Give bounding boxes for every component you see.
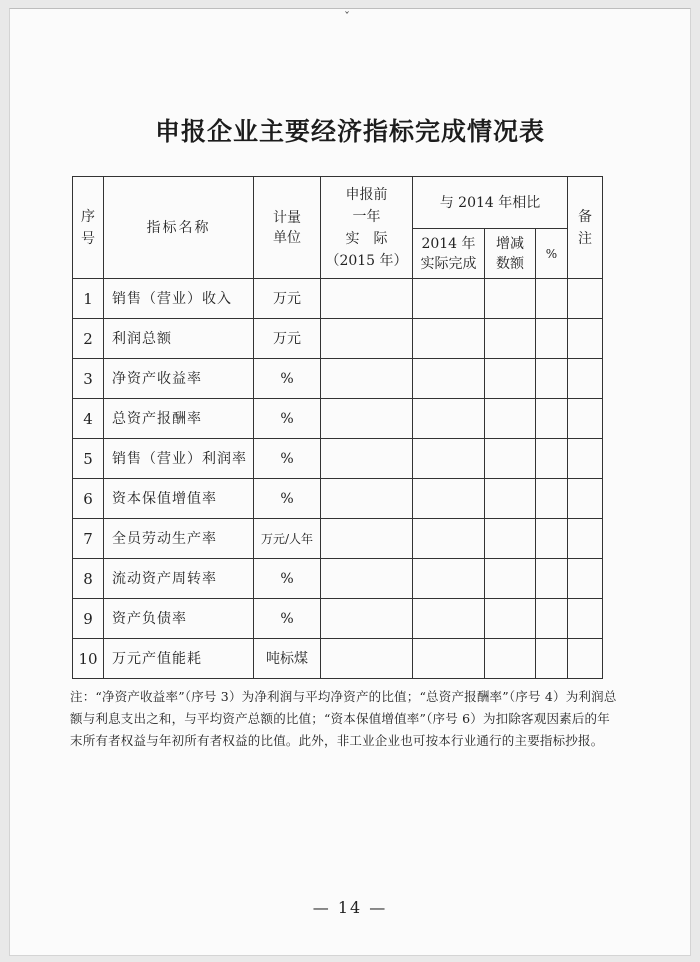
- row-seq: 5: [73, 439, 104, 479]
- cell-percent: [536, 639, 568, 679]
- row-seq: 9: [73, 599, 104, 639]
- cell-remark: [568, 439, 603, 479]
- row-indicator-name: 销售（营业）收入: [104, 279, 254, 319]
- cell-change-amount: [485, 479, 536, 519]
- cell-percent: [536, 559, 568, 599]
- cell-2014-actual: [413, 279, 485, 319]
- row-seq: 10: [73, 639, 104, 679]
- cell-remark: [568, 359, 603, 399]
- page-number: — 14 —: [312, 898, 388, 917]
- table-row: [73, 559, 603, 599]
- cell-percent: [536, 359, 568, 399]
- table-row: [73, 279, 603, 319]
- cell-2014-actual: [413, 359, 485, 399]
- cell-remark: [568, 319, 603, 359]
- table-row: [73, 399, 603, 439]
- row-unit: %: [254, 599, 321, 639]
- cell-remark: [568, 399, 603, 439]
- cell-prev-year-actual: [321, 519, 413, 559]
- row-unit: %: [254, 559, 321, 599]
- cell-prev-year-actual: [321, 599, 413, 639]
- header-percent: %: [536, 229, 568, 279]
- header-indicator-name: 指标名称: [104, 177, 254, 279]
- cell-percent: [536, 439, 568, 479]
- header-change-amount: 增减 数额: [485, 229, 536, 279]
- table-row: [73, 479, 603, 519]
- row-unit: 吨标煤: [254, 639, 321, 679]
- cell-change-amount: [485, 319, 536, 359]
- cell-prev-year-actual: [321, 559, 413, 599]
- row-seq: 2: [73, 319, 104, 359]
- header-2014-actual: 2014 年 实际完成: [413, 229, 485, 279]
- cell-prev-year-actual: [321, 399, 413, 439]
- cell-percent: [536, 279, 568, 319]
- cell-change-amount: [485, 639, 536, 679]
- row-unit: %: [254, 399, 321, 439]
- cell-percent: [536, 399, 568, 439]
- row-seq: 8: [73, 559, 104, 599]
- row-unit: %: [254, 439, 321, 479]
- row-indicator-name: 净资产收益率: [104, 359, 254, 399]
- cell-2014-actual: [413, 399, 485, 439]
- row-indicator-name: 全员劳动生产率: [104, 519, 254, 559]
- table-row: [73, 639, 603, 679]
- cell-2014-actual: [413, 599, 485, 639]
- cell-prev-year-actual: [321, 359, 413, 399]
- cell-change-amount: [485, 399, 536, 439]
- row-unit: %: [254, 359, 321, 399]
- cell-percent: [536, 519, 568, 559]
- cell-percent: [536, 479, 568, 519]
- table-row: [73, 359, 603, 399]
- header-remark: 备 注: [568, 177, 603, 279]
- row-indicator-name: 资产负债率: [104, 599, 254, 639]
- cell-2014-actual: [413, 639, 485, 679]
- cell-prev-year-actual: [321, 439, 413, 479]
- row-indicator-name: 流动资产周转率: [104, 559, 254, 599]
- cell-change-amount: [485, 599, 536, 639]
- cell-2014-actual: [413, 439, 485, 479]
- footnote: 注：“净资产收益率”（序号 3）为净利润与平均净资产的比值；“总资产报酬率”（序号 4）为利润总额与利息支出之和，与平均资产总额的比值；“资本保值增值率”（序号 6）为扣除客观因素后的年末所有者权益与年初所有者权益的比值。此外，非工业企业也可按本行业通行的主要指标抄报。: [70, 689, 617, 748]
- table-row: [73, 599, 603, 639]
- cell-2014-actual: [413, 519, 485, 559]
- cell-remark: [568, 559, 603, 599]
- cell-prev-year-actual: [321, 319, 413, 359]
- row-seq: 4: [73, 399, 104, 439]
- cell-change-amount: [485, 279, 536, 319]
- row-indicator-name: 万元产值能耗: [104, 639, 254, 679]
- cell-remark: [568, 519, 603, 559]
- row-indicator-name: 销售（营业）利润率: [104, 439, 254, 479]
- row-seq: 7: [73, 519, 104, 559]
- row-indicator-name: 总资产报酬率: [104, 399, 254, 439]
- header-seq: 序 号: [73, 177, 104, 279]
- row-seq: 6: [73, 479, 104, 519]
- cell-prev-year-actual: [321, 639, 413, 679]
- row-unit: 万元: [254, 279, 321, 319]
- row-seq: 1: [73, 279, 104, 319]
- cell-percent: [536, 319, 568, 359]
- cell-change-amount: [485, 359, 536, 399]
- header-compare-2014: 与 2014 年相比: [413, 177, 568, 229]
- table-row: [73, 519, 603, 559]
- table-row: [73, 439, 603, 479]
- cell-prev-year-actual: [321, 279, 413, 319]
- cell-remark: [568, 279, 603, 319]
- cell-2014-actual: [413, 319, 485, 359]
- cell-change-amount: [485, 519, 536, 559]
- row-unit: 万元: [254, 319, 321, 359]
- header-prev-year-actual: 申报前 一年 实 际 （2015 年）: [321, 177, 413, 279]
- cell-2014-actual: [413, 559, 485, 599]
- cell-remark: [568, 599, 603, 639]
- row-unit: 万元/人年: [254, 519, 321, 559]
- scan-mark: ˇ: [344, 10, 350, 24]
- cell-remark: [568, 479, 603, 519]
- row-indicator-name: 利润总额: [104, 319, 254, 359]
- cell-change-amount: [485, 439, 536, 479]
- row-indicator-name: 资本保值增值率: [104, 479, 254, 519]
- row-unit: %: [254, 479, 321, 519]
- cell-change-amount: [485, 559, 536, 599]
- indicator-table: [72, 176, 603, 679]
- header-unit: 计量 单位: [254, 177, 321, 279]
- table-row: [73, 319, 603, 359]
- page-title: 申报企业主要经济指标完成情况表: [154, 117, 545, 146]
- cell-percent: [536, 599, 568, 639]
- row-seq: 3: [73, 359, 104, 399]
- cell-remark: [568, 639, 603, 679]
- cell-2014-actual: [413, 479, 485, 519]
- cell-prev-year-actual: [321, 479, 413, 519]
